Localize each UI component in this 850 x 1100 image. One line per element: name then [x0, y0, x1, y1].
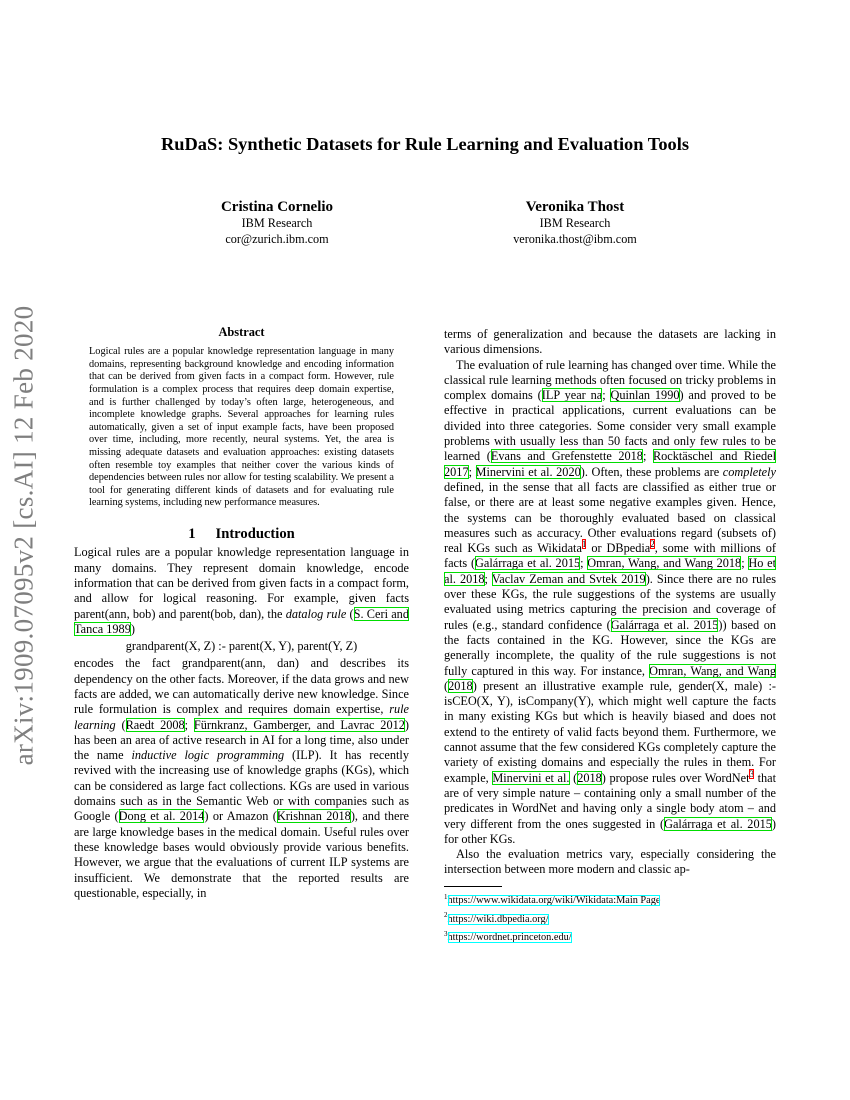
- arxiv-stamp-text: arXiv:1909.07095v2 [cs.AI] 12 Feb 2020: [8, 305, 39, 765]
- footnote: [444, 927, 776, 945]
- author-block: [455, 198, 695, 247]
- text-run: defined, in the sense that all facts are classified as either true or false, or there are at least some negative examples given. Hence, the systems can be thoroughly evaluated based on classical measures such as accuracy. Other evaluations regard (subsets of) real KGs such as Wikidata: [444, 479, 776, 556]
- text-run: has been an area of active research in AI for a long time, also under the name: [74, 732, 409, 763]
- left-column: [74, 325, 409, 901]
- footnote-mark[interactable]: 3: [749, 768, 754, 779]
- author-affiliation: IBM Research: [241, 216, 313, 230]
- citation-year-link[interactable]: 2018: [448, 678, 473, 693]
- right-column: [444, 327, 776, 945]
- citation-link[interactable]: Galárraga et al. 2015: [664, 816, 772, 831]
- citation-link[interactable]: S. Ceri and Tanca 1989: [74, 606, 409, 636]
- footnote-separator: [444, 886, 502, 887]
- author-affiliation: IBM Research: [539, 216, 611, 230]
- citation-link[interactable]: Quinlan 1990: [610, 388, 680, 403]
- abstract-heading: Abstract: [218, 325, 265, 339]
- text-run: , some with millions of facts (: [444, 541, 776, 571]
- footnote-number: 2: [444, 911, 448, 920]
- footnote-link[interactable]: https://wiki.dbpedia.org/: [447, 913, 549, 925]
- text-run: )) based on the facts contained in the KG. However, since the KGs are generally incomplete, the quality of the rule suggestions is not fully captured in this way. For instance,: [444, 617, 776, 678]
- citation-link[interactable]: Raedt 2008: [125, 717, 185, 732]
- citation-link[interactable]: Ho et al. 2018: [444, 556, 776, 586]
- citation-link[interactable]: Krishnan 2018: [276, 809, 351, 824]
- citation-link[interactable]: Minervini et al.: [492, 770, 570, 785]
- text-run: ). Often, these problems are: [580, 464, 723, 479]
- emphasis: inductive logic programming: [131, 748, 285, 763]
- footnote-mark[interactable]: 2: [650, 539, 655, 550]
- text-run: or DBpedia: [586, 541, 651, 556]
- rule-formula: grandparent(X, Z) :- parent(X, Y), parent(Y, Z): [125, 639, 358, 654]
- emphasis: rule learning: [74, 702, 409, 732]
- text-run: that are of very simple nature – containing only a small number of the predicates in WordNet and having only a single body atom – and very different from the ones suggested in (: [444, 770, 777, 831]
- text-run: ) or Amazon (: [204, 809, 277, 824]
- body-paragraph: The evaluation of rule learning has changed over time. While the classical rule learning methods often focused on tricky problems in complex domains (ILP year na; Quinlan 1990) and proved to be effective in practical applications, current evaluations can be divided into three categories. Some consider very small example problems with usually less than 50 facts and only few rules to be learned (Evans and Grefenstette 2018; Rocktäschel and Riedel 2017; Minervini et al. 2020). Often, these problems are completely defined, in the sense that all facts are classified as either true or false, or there are at least some negative examples given. Hence, the systems can be thoroughly evaluated based on classical measures such as accuracy. Other evaluations regard (subsets of) real KGs such as Wikidata$^1$ or DBpedia$^2$, some with millions of facts (Galárraga et al. 2015; Omran, Wang, and Wang 2018; Ho et al. 2018; Vaclav Zeman and Svtek 2019). Since there are no rules over these KGs, the rule suggestions of the systems are usually evaluated using metrics capturing the precision and coverage of rules (e.g., standard confidence (Galárraga et al. 2015)) based on the facts contained in the KG. However, since the KGs are generally incomplete, the quality of the rule suggestions is not fully captured in this way. For instance, Omran, Wang, and Wang (2018) present an illustrative example rule, gender(X, male) :- isCEO(X, Y), isCompany(Y), which might well capture the facts in many existing KGs but which is heavily biased and does not extend to the entirety of valid facts beyond them. Furthermore, we cannot assume that the few considered KGs completely capture the variety of existing domains and especially the rules in them. For example, Minervini et al. (2018) propose rules over WordNet$^3$ that are of very simple nature – containing only a small number of the predicates in WordNet and having only a single body atom – and very different from the ones suggested in (Galárraga et al. 2015) for other KGs.: [444, 357, 777, 846]
- intro-paragraph: encodes the fact grandparent(ann, dan) and describes its dependency on the other facts. Moreover, if the data grows and new facts are added, we can automatically derive new knowledge. Since rule formulation is complex and requires domain expertise, rule learning (Raedt 2008; Fürnkranz, Gamberger, and Lavrac 2012) has been an area of active research in AI for a long time, also under the name inductive logic programming (ILP). It has recently revived with the increasing use of knowledge graphs (KGs), which can be considered as large fact collections. KGs are used in various domains such as in the Semantic Web or with companies such as Google (Dong et al. 2014) or Amazon (Krishnan 2018), and there are large knowledge bases in the medical domain. Useful rules over these knowledge bases would obviously provide various benefits. However, we argue that the evaluations of current ILP systems are insufficient. We demonstrate that the reported results are questionable, especially, in: [74, 656, 409, 900]
- text-run: encodes the fact grandparent(ann, dan) and describes its dependency on the other facts. Moreover, if the data grows and new facts are added, we can automatically derive new knowledge. Since rule formulation is complex and requires domain expertise,: [74, 656, 409, 717]
- footnote-link[interactable]: https://www.wikidata.org/wiki/Wikidata:Main Page: [447, 895, 661, 907]
- citation-link[interactable]: Omran, Wang, and Wang 2018: [587, 556, 742, 571]
- footnote-number: 3: [444, 929, 448, 938]
- citation-link[interactable]: Omran, Wang, and Wang: [649, 663, 776, 678]
- citation-year-link[interactable]: 2018: [577, 770, 602, 785]
- intro-paragraph: Logical rules are a popular knowledge representation language in many domains. They represent domain knowledge, encode information that can be derived from given facts in a compact form, and allow for logical reasoning. For example, given facts parent(ann, bob) and parent(bob, dan), the datalog rule (S. Ceri and Tanca 1989): [74, 545, 409, 636]
- section-number: 1: [188, 526, 196, 543]
- emphasis: completely: [722, 464, 776, 479]
- citation-link[interactable]: ILP year na: [541, 388, 603, 403]
- author-block: [157, 198, 397, 247]
- emphasis: datalog rule: [285, 606, 347, 621]
- text-run: propose rules over WordNet: [605, 770, 750, 785]
- citation-link[interactable]: Vaclav Zeman and Svtek 2019: [491, 571, 646, 586]
- author-email: veronika.thost@ibm.com: [513, 231, 637, 246]
- text-run: present an illustrative example rule, gender(X, male) :- isCEO(X, Y), isCompany(Y), which might well capture the facts in many existing KGs but which is heavily biased and does not extend to the entirety of valid facts beyond them. Furthermore, we cannot assume that the few considered KGs completely capture the variety of existing domains and especially the rules in them. For example,: [444, 678, 776, 785]
- author-name: Cristina Cornelio: [220, 199, 334, 215]
- text-run: ) and proved to be effective in practical applications, current evaluations can be divided into three categories. Some consider very small example problems with usually less than 50 facts and only few rules to be learned (: [444, 388, 776, 464]
- citation-link[interactable]: Galárraga et al. 2015: [475, 556, 581, 571]
- text-run: ) for other KGs.: [444, 816, 776, 846]
- citation-link[interactable]: Dong et al. 2014: [118, 809, 205, 824]
- paper-title: RuDaS: Synthetic Datasets for Rule Learning and Evaluation Tools: [161, 134, 689, 154]
- footnote-mark[interactable]: 1: [581, 539, 587, 550]
- text-run: (ILP). It has recently revived with the increasing use of knowledge graphs (KGs), which can be considered as large fact collections. KGs are used in various domains such as in the Semantic Web or with companies such as Google (: [74, 748, 409, 824]
- abstract-text: Logical rules are a popular knowledge representation language in many domains, representing background knowledge and encoding information that can be derived from given facts in a compact form. However, rule formulation is a complex process that requires deep domain expertise, and is further challenged by today’s often large, heterogeneous, and incomplete knowledge graphs. Several approaches for learning rules automatically, given a set of input example facts, have been proposed over time, including, more recently, neural systems. Yet, the area is missing adequate datasets and evaluation approaches: existing datasets often resemble toy examples that neither cover the various kinds of dependencies between rules nor allow for testing scalability. We present a tool for generating different kinds of datasets and for evaluating rule learning systems, including new performance measures.: [89, 346, 394, 509]
- footnote-link[interactable]: https://wordnet.princeton.edu/: [447, 931, 572, 943]
- body-paragraph: Also the evaluation metrics vary, especially considering the intersection between more modern and classic ap-: [444, 847, 776, 877]
- citation-link[interactable]: Rocktäschel and Riedel 2017: [444, 449, 776, 479]
- text-run: The evaluation of rule learning has changed over time. While the classical rule learning methods often focused on tricky problems in complex domains (: [444, 357, 776, 403]
- section-heading: [74, 527, 409, 542]
- author-email: cor@zurich.ibm.com: [225, 231, 329, 246]
- section-title: Introduction: [215, 526, 295, 543]
- footnote: [444, 890, 776, 908]
- arxiv-stamp: [4, 300, 44, 770]
- citation-link[interactable]: Minervini et al. 2020: [475, 464, 581, 479]
- text-run: ). Since there are no rules over these KGs, the rule suggestions of the systems are usually evaluated using metrics capturing the precision and coverage of rules (e.g., standard confidence (: [444, 571, 776, 632]
- text-run: ), and there are large knowledge bases in the medical domain. Useful rules over these knowledge bases would obviously provide various benefits. However, we argue that the evaluations of current ILP systems are insufficient. We demonstrate that the reported results are questionable, especially, in: [74, 809, 409, 900]
- text-run: Logical rules are a popular knowledge representation language in many domains. They represent domain knowledge, encode information that can be derived from given facts in a compact form, and allow for logical reasoning. For example, given facts parent(ann, bob) and parent(bob, dan), the: [74, 545, 409, 621]
- citation-link[interactable]: Evans and Grefenstette 2018: [490, 449, 643, 464]
- citation-link[interactable]: Galárraga et al. 2015: [610, 617, 719, 632]
- citation-link[interactable]: Fürnkranz, Gamberger, and Lavrac 2012: [193, 717, 405, 732]
- footnote: [444, 908, 776, 926]
- footnote-number: 1: [444, 892, 448, 901]
- author-name: Veronika Thost: [525, 199, 625, 215]
- body-paragraph: terms of generalization and because the datasets are lacking in various dimensions.: [444, 327, 776, 357]
